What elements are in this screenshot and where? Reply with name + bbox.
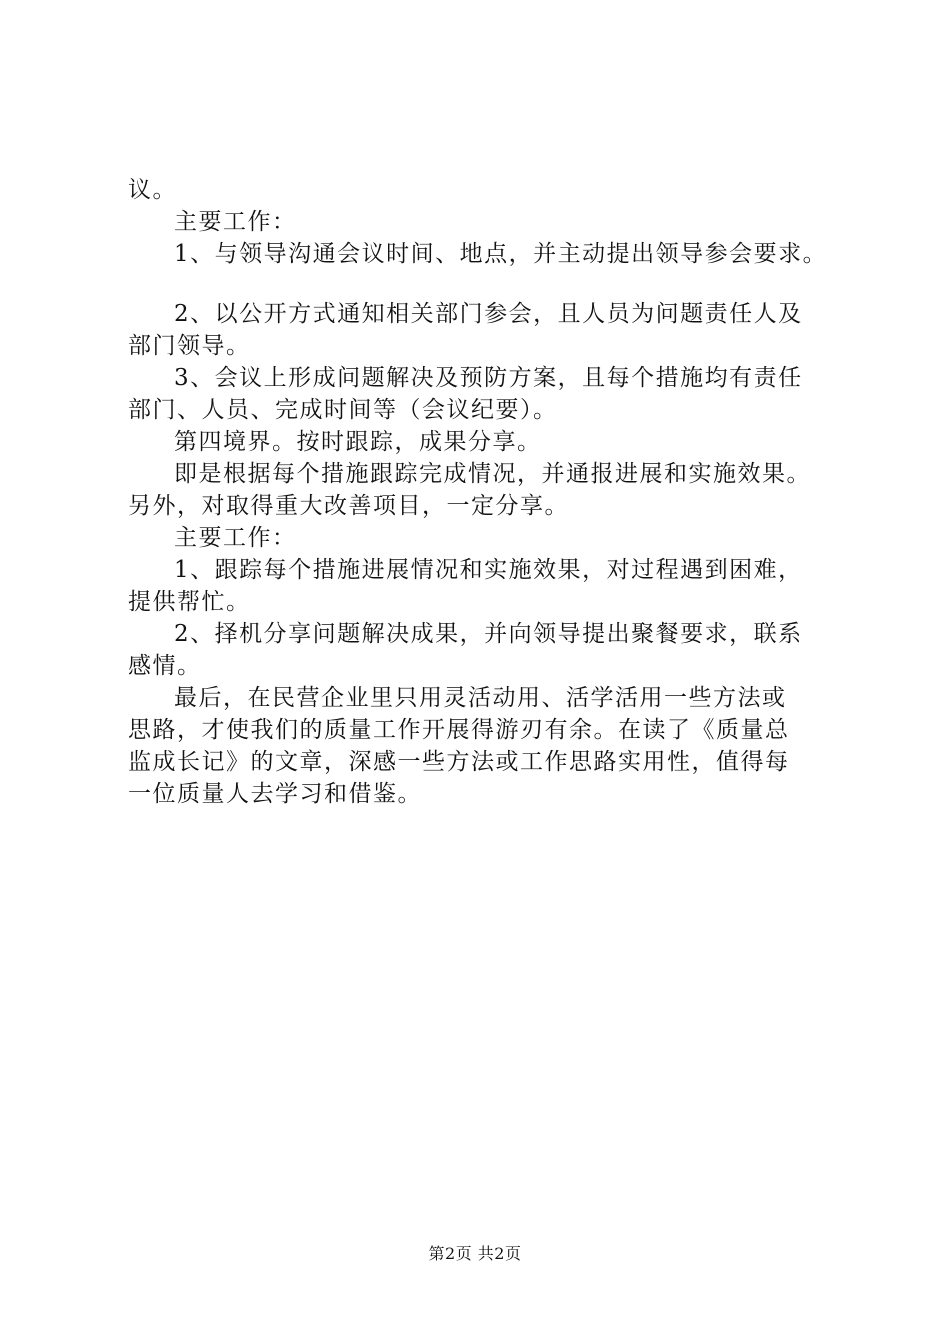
text-line: 部门、人员、完成时间等（会议纪要）。 <box>128 397 558 423</box>
text-line: 一位质量人去学习和借鉴。 <box>128 781 422 807</box>
text-line: 议。 <box>128 177 177 203</box>
page-footer: 第2页 共2页 <box>428 1244 522 1263</box>
paragraph-line: 最后，在民营企业里只用灵活动用、活学活用一些方法或 <box>174 685 787 711</box>
list-item: 2、择机分享问题解决成果，并向领导提出聚餐要求，联系 <box>174 621 803 647</box>
list-item: 1、与领导沟通会议时间、地点，并主动提出领导参会要求。 <box>174 241 828 267</box>
text-line: 感情。 <box>128 653 202 679</box>
text-line: 部门领导。 <box>128 333 251 359</box>
text-line: 监成长记》的文章，深感一些方法或工作思路实用性，值得每 <box>128 749 790 775</box>
document-body <box>128 174 858 810</box>
text-line: 另外，对取得重大改善项目，一定分享。 <box>128 493 569 519</box>
list-item: 2、以公开方式通知相关部门参会，且人员为问题责任人及 <box>174 301 803 327</box>
text-line: 思路，才使我们的质量工作开展得游刃有余。在读了《质量总 <box>128 717 790 743</box>
section-heading: 主要工作： <box>174 209 297 235</box>
text-line: 提供帮忙。 <box>128 589 251 615</box>
section-heading: 第四境界。按时跟踪，成果分享。 <box>174 429 542 455</box>
list-item: 1、跟踪每个措施进展情况和实施效果，对过程遇到困难， <box>174 557 803 583</box>
paragraph-line: 即是根据每个措施跟踪完成情况，并通报进展和实施效果。 <box>174 461 811 487</box>
list-item: 3、会议上形成问题解决及预防方案，且每个措施均有责任 <box>174 365 803 391</box>
spacer <box>128 270 858 298</box>
section-heading: 主要工作： <box>174 525 297 551</box>
